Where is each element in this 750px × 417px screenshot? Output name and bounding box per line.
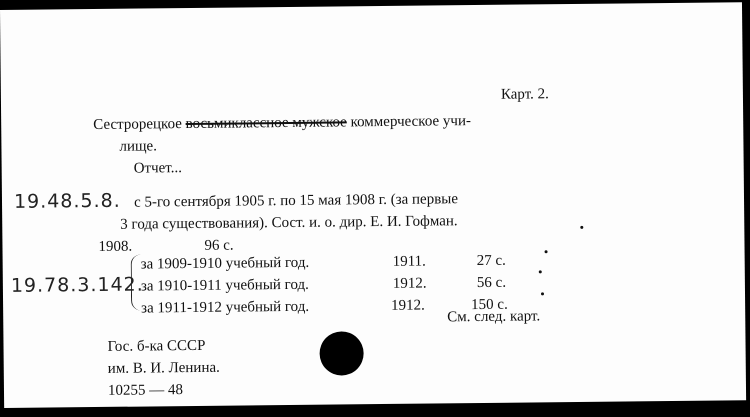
library-name-cont: им. В. И. Ленина. — [107, 359, 220, 377]
entry-label: за 1911-1912 учебный год. — [141, 298, 310, 317]
mark-dot — [580, 226, 583, 229]
catalog-card — [0, 2, 746, 408]
description-year: 1908. — [98, 238, 133, 255]
library-name: Гос. б-ка СССР — [107, 337, 206, 355]
entry-year: 1912. — [391, 297, 425, 314]
entry-pages: 27 с. — [476, 252, 506, 270]
report-label: Отчет... — [133, 160, 183, 177]
entry-label: за 1909-1910 учебный год. — [140, 254, 310, 273]
title-continuation: лище. — [119, 138, 158, 155]
entry-pages: 56 с. — [476, 274, 507, 292]
mark-dot — [545, 250, 548, 253]
print-code: 10255 — 48 — [107, 382, 184, 399]
mark-dot — [541, 292, 544, 295]
shelfmark-1: 19.48.5.8. — [13, 189, 121, 213]
entry-label: за 1910-1911 учебный год. — [140, 276, 309, 295]
shelfmark-2: 19.78.3.142. — [10, 273, 144, 297]
description-pages: 96 с. — [204, 237, 234, 254]
card-number: Карт. 2. — [500, 86, 549, 103]
entry-year: 1912. — [392, 275, 427, 292]
title-prefix: Сестрорецкое — [93, 116, 182, 134]
description-line-2: 3 года существования). Сост. и. о. дир. Е. И. Гофман. — [120, 213, 458, 233]
title-line — [93, 113, 471, 134]
title-struck: восьмиклассное мужское — [185, 114, 347, 133]
entry-year: 1911. — [392, 253, 426, 270]
punch-hole — [319, 331, 363, 375]
entry-pages: 150 с. — [471, 296, 508, 314]
title-suffix: коммерческое учи- — [350, 113, 472, 131]
see-next-card: См. след. карт. — [447, 308, 541, 326]
description-line-1: с 5-го сентября 1905 г. по 15 мая 1908 г. (за первые — [133, 191, 459, 211]
mark-dot — [539, 270, 542, 273]
